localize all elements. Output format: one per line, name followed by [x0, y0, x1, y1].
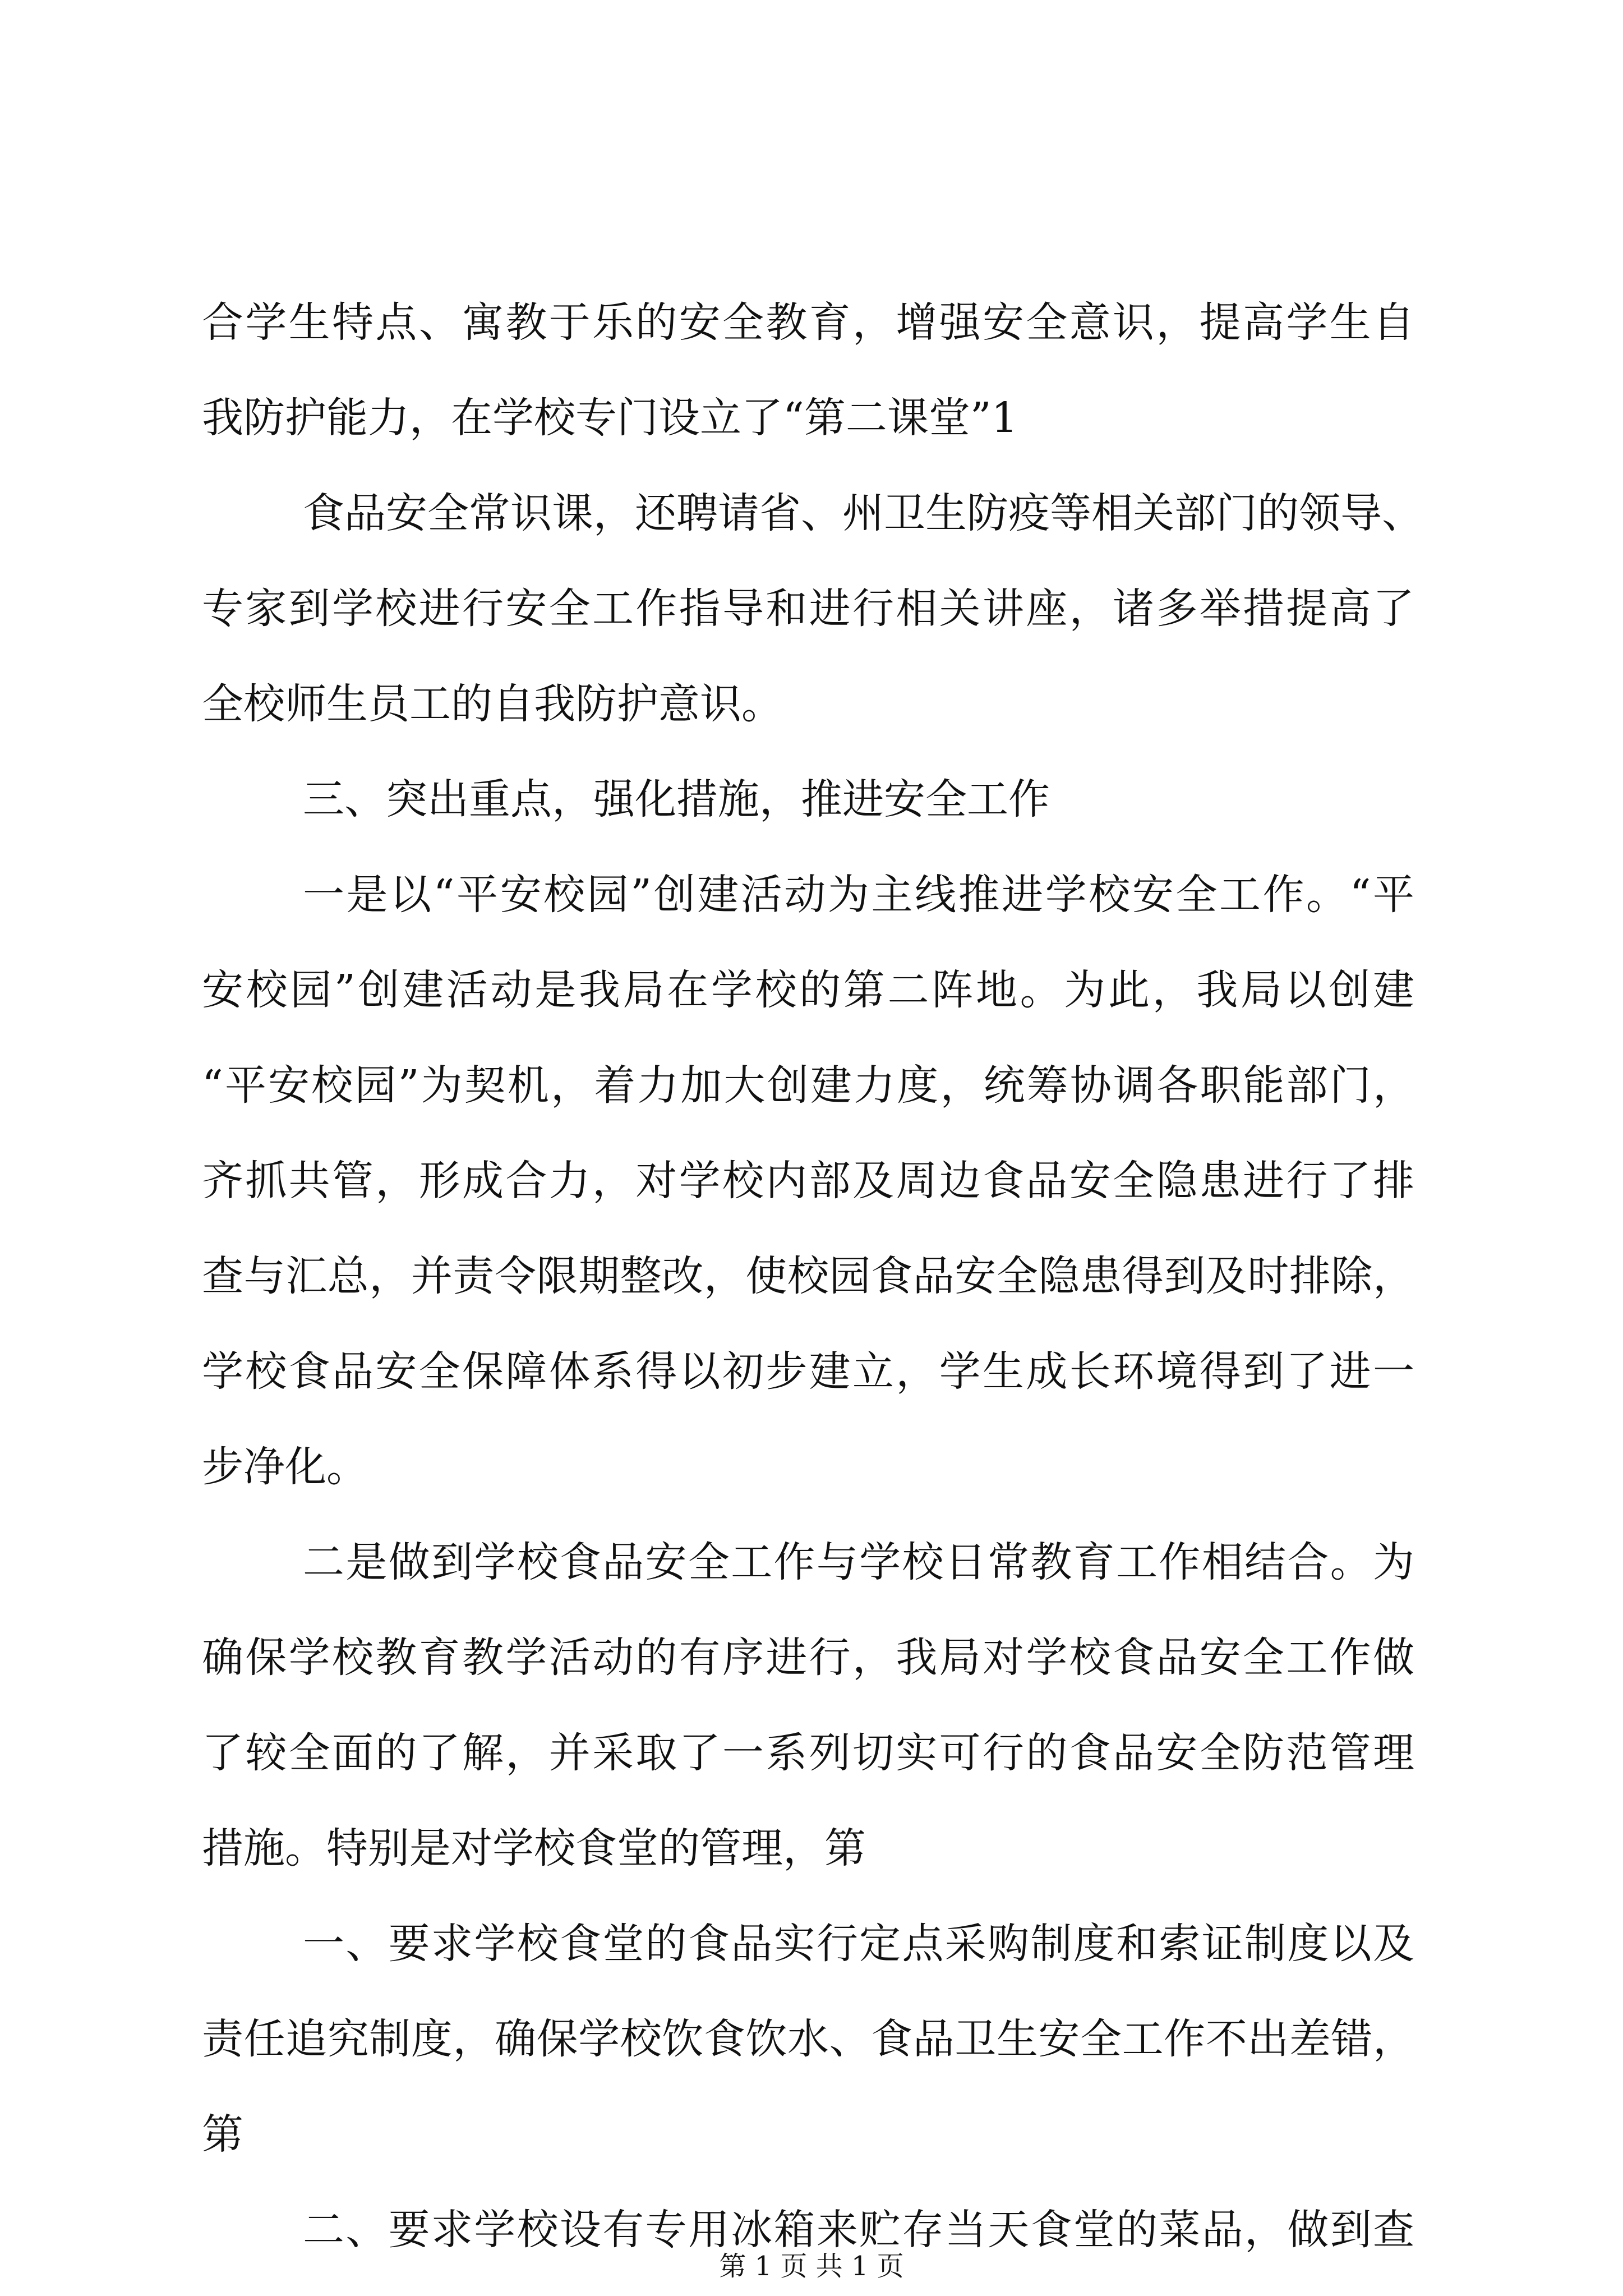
body-line-1: 合学生特点、寓教于乐的安全教育，增强安全意识，提高学生自 — [202, 298, 1414, 347]
body-line-14: 二是做到学校食品安全工作与学校日常教育工作相结合。为 — [303, 1538, 1414, 1586]
body-line-3: 食品安全常识课，还聘请省、州卫生防疫等相关部门的领导、 — [303, 489, 1423, 537]
page-footer: 第 1 页 共 1 页 — [719, 2251, 904, 2282]
body-line-8: 安校园”创建活动是我局在学校的第二阵地。为此，我局以创建 — [202, 966, 1414, 1014]
body-line-16: 了较全面的了解，并采取了一系列切实可行的食品安全防范管理 — [202, 1729, 1414, 1777]
body-line-21: 二、要求学校设有专用冰箱来贮存当天食堂的菜品，做到查 — [303, 2206, 1414, 2254]
body-line-19: 责任追究制度，确保学校饮食饮水、食品卫生安全工作不出差错， — [202, 2015, 1414, 2063]
body-line-9: “平安校园”为契机，着力加大创建力度，统筹协调各职能部门， — [202, 1061, 1414, 1110]
body-line-5: 全校师生员工的自我防护意识。 — [202, 680, 783, 728]
body-line-11: 查与汇总，并责令限期整改，使校园食品安全隐患得到及时排除， — [202, 1252, 1414, 1300]
body-line-15: 确保学校教育教学活动的有序进行，我局对学校食品安全工作做 — [202, 1634, 1414, 1682]
body-line-7: 一是以“平安校园”创建活动为主线推进学校安全工作。“平 — [303, 871, 1414, 919]
body-line-2: 我防护能力，在学校专门设立了“第二课堂”1 — [202, 394, 1018, 442]
section-heading: 三、突出重点，强化措施，推进安全工作 — [303, 775, 1050, 823]
body-line-10: 齐抓共管，形成合力，对学校内部及周边食品安全隐患进行了排 — [202, 1157, 1414, 1205]
body-line-20: 第 — [202, 2110, 243, 2159]
body-line-13: 步净化。 — [202, 1443, 368, 1491]
body-line-17: 措施。特别是对学校食堂的管理，第 — [202, 1824, 866, 1872]
body-line-18: 一、要求学校食堂的食品实行定点采购制度和索证制度以及 — [303, 1920, 1414, 1968]
body-line-12: 学校食品安全保障体系得以初步建立，学生成长环境得到了进一 — [202, 1347, 1414, 1396]
body-line-4: 专家到学校进行安全工作指导和进行相关讲座，诸多举措提高了 — [202, 585, 1414, 633]
